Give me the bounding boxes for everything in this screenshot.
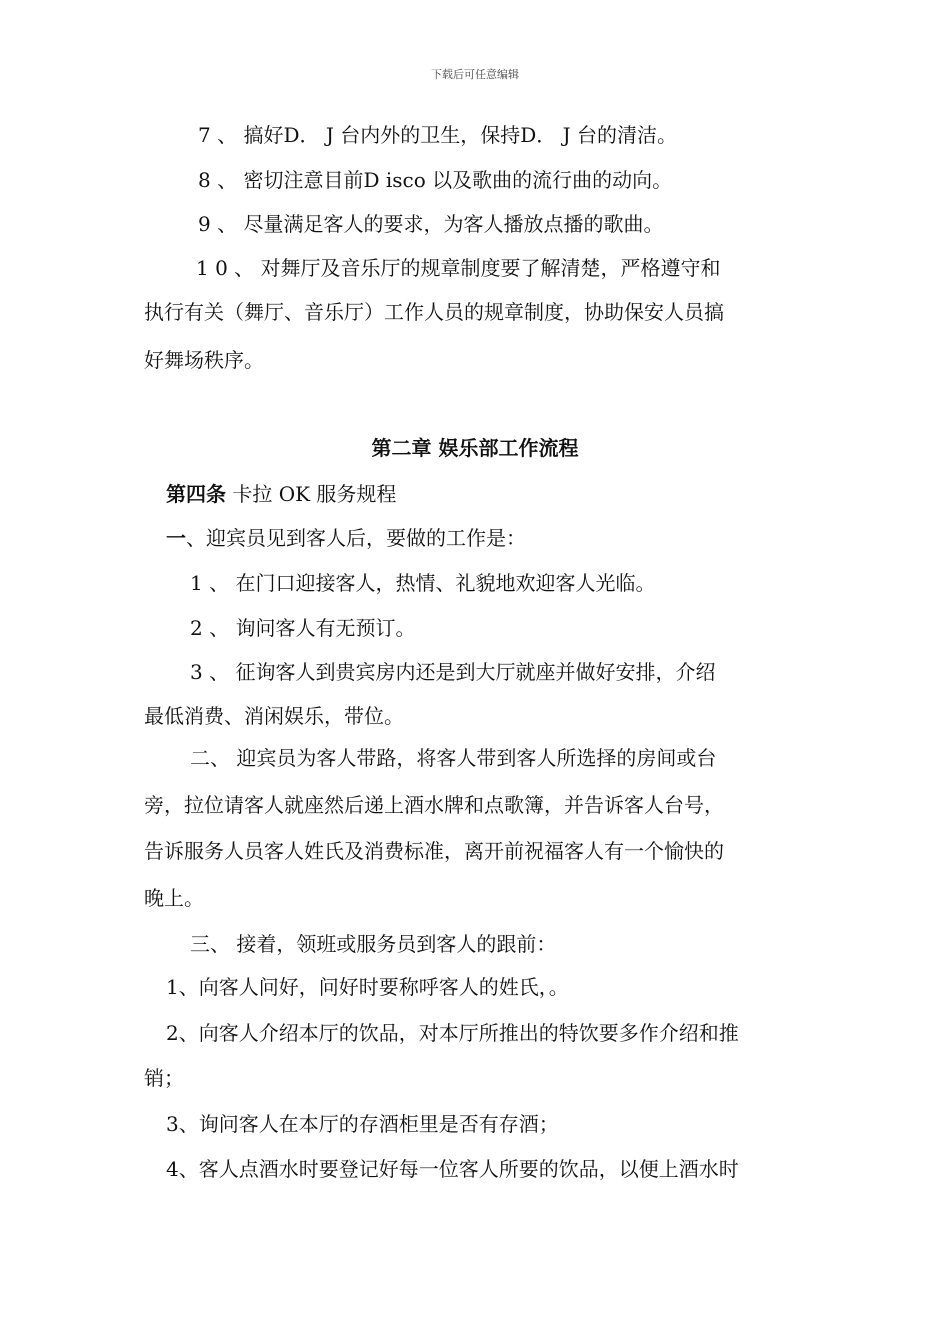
article-label: 第四条: [166, 482, 226, 506]
paragraph-line: 晚上。: [144, 886, 204, 910]
paragraph-line: 3、询问客人在本厅的存酒柜里是否有存酒；: [166, 1112, 559, 1136]
paragraph-line: 最低消费、消闲娱乐，带位。: [144, 704, 404, 728]
paragraph-line: 好舞场秩序。: [144, 348, 264, 372]
paragraph-line: 1、向客人问好，问好时要称呼客人的姓氏，。: [166, 975, 569, 999]
article-text: 卡拉 OK 服务规程: [226, 482, 397, 506]
paragraph-line: 三、 接着，领班或服务员到客人的跟前：: [190, 932, 557, 956]
paragraph-line: 二、 迎宾员为客人带路，将客人带到客人所选择的房间或台: [190, 746, 717, 770]
paragraph-line: 4、客人点酒水时要登记好每一位客人所要的饮品，以便上酒水时: [166, 1157, 739, 1181]
paragraph-line: 9 、 尽量满足客人的要求，为客人播放点播的歌曲。: [198, 212, 664, 236]
paragraph-line: 执行有关（舞厅、音乐厅）工作人员的规章制度，协助保安人员搞: [144, 300, 724, 324]
chapter-title: 第二章 娱乐部工作流程: [371, 436, 579, 460]
section-label: 一: [166, 526, 186, 550]
paragraph-line: 1 、 在门口迎接客人，热情、礼貌地欢迎客人光临。: [190, 571, 656, 595]
paragraph-line: 2 、 询问客人有无预订。: [190, 616, 416, 640]
paragraph-line: 告诉服务人员客人姓氏及消费标准，离开前祝福客人有一个愉快的: [144, 839, 724, 863]
paragraph-line: 销；: [144, 1066, 184, 1090]
paragraph-line: 旁，拉位请客人就座然后递上酒水牌和点歌簿，并告诉客人台号，: [144, 793, 724, 817]
paragraph-line: 1 0 、 对舞厅及音乐厅的规章制度要了解清楚，严格遵守和: [196, 256, 721, 280]
paragraph-line: 7 、 搞好D． J 台内外的卫生，保持D． J 台的清洁。: [198, 123, 677, 147]
page-header: 下载后可任意编辑: [431, 68, 519, 81]
paragraph-line: 8 、 密切注意目前D isco 以及歌曲的流行曲的动向。: [198, 168, 673, 192]
section-heading: [166, 526, 526, 550]
article-heading: [166, 482, 396, 506]
paragraph-line: 3 、 征询客人到贵宾房内还是到大厅就座并做好安排，介绍: [190, 660, 716, 684]
paragraph-line: 2、向客人介绍本厅的饮品，对本厅所推出的特饮要多作介绍和推: [166, 1021, 739, 1045]
section-text: 、迎宾员见到客人后，要做的工作是：: [186, 526, 526, 550]
